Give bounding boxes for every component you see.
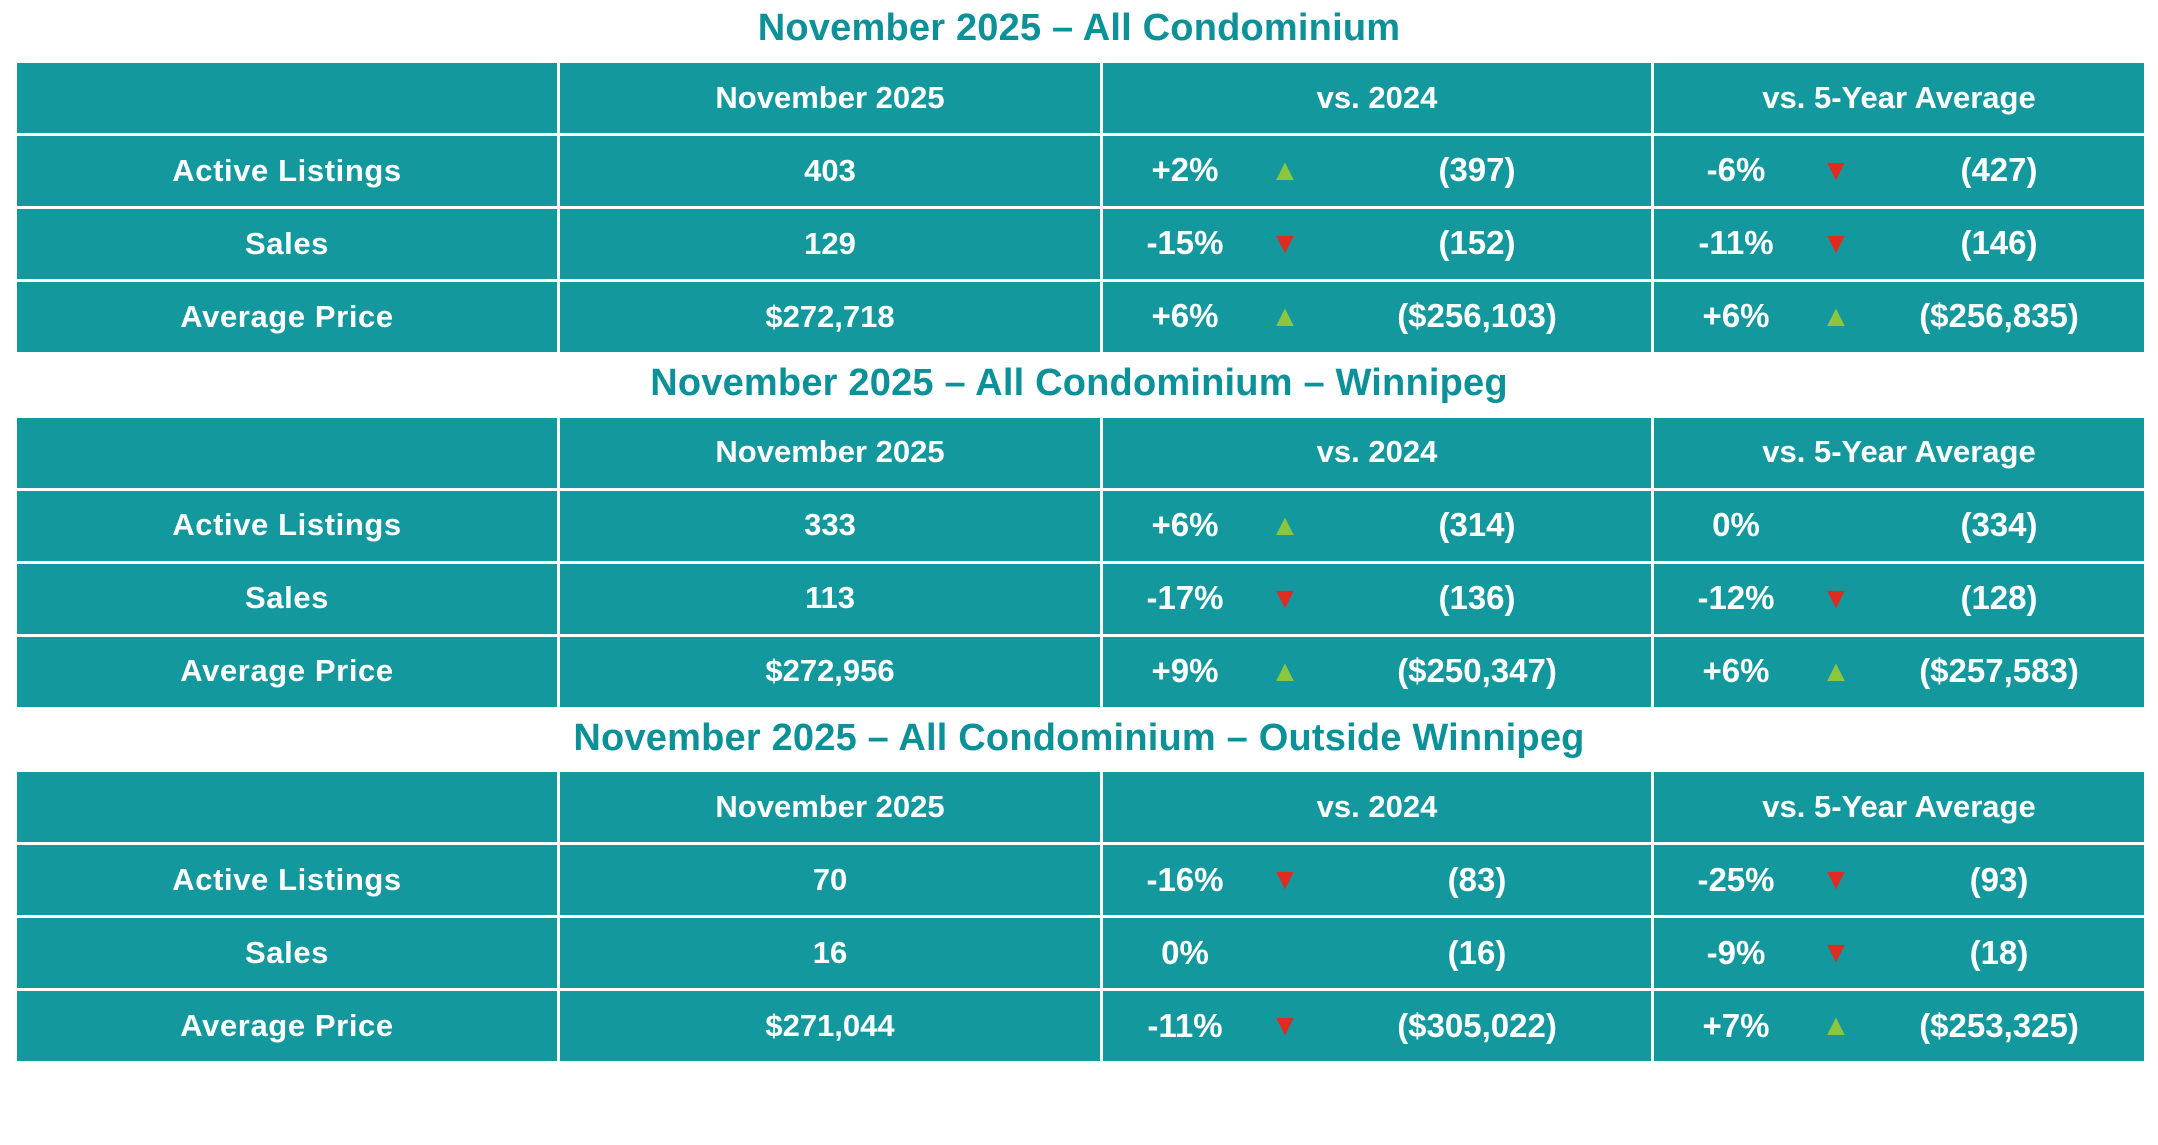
row-vs-5yr: [1654, 282, 2144, 352]
report-section: [14, 0, 2144, 355]
previous-value: (314): [1438, 506, 1516, 544]
percent-change: +7%: [1702, 1007, 1770, 1045]
row-label: Average Price: [17, 991, 557, 1061]
arrow-down-icon: ▼: [1821, 153, 1851, 187]
previous-value: (18): [1969, 934, 2029, 972]
row-vs-5yr: [1654, 564, 2144, 634]
row-label: Active Listings: [17, 845, 557, 915]
percent-change: -6%: [1706, 151, 1766, 189]
percent-change: -11%: [1698, 224, 1774, 262]
row-vs-2024: [1103, 564, 1651, 634]
row-current-value: 403: [560, 136, 1100, 206]
table-header-row: [17, 418, 2144, 488]
percent-change: +6%: [1702, 652, 1770, 690]
arrow-up-icon: ▲: [1821, 1009, 1851, 1043]
percent-change: +6%: [1151, 506, 1219, 544]
previous-value: (334): [1960, 506, 2038, 544]
header-cell-vs-5yr: vs. 5-Year Average: [1654, 63, 2144, 133]
arrow-up-icon: ▲: [1270, 153, 1300, 187]
arrow-down-icon: ▼: [1270, 581, 1300, 615]
arrow-up-icon: ▲: [1821, 654, 1851, 688]
stats-table: [14, 415, 2147, 710]
row-vs-5yr: [1654, 845, 2144, 915]
row-label: Sales: [17, 209, 557, 279]
table-row: [17, 918, 2144, 988]
header-cell-current: November 2025: [560, 63, 1100, 133]
percent-change: -25%: [1697, 861, 1775, 899]
previous-value: (397): [1438, 151, 1516, 189]
row-vs-5yr: [1654, 637, 2144, 707]
row-vs-5yr: [1654, 209, 2144, 279]
row-label: Average Price: [17, 282, 557, 352]
previous-value: ($250,347): [1397, 652, 1557, 690]
arrow-down-icon: ▼: [1821, 226, 1851, 260]
previous-value: ($256,103): [1397, 297, 1557, 335]
previous-value: (16): [1447, 934, 1507, 972]
arrow-up-icon: ▲: [1270, 508, 1300, 542]
row-vs-5yr: [1654, 918, 2144, 988]
row-label: Sales: [17, 918, 557, 988]
percent-change: -11%: [1147, 1007, 1223, 1045]
previous-value: (83): [1447, 861, 1507, 899]
row-vs-2024: [1103, 918, 1651, 988]
row-vs-2024: [1103, 991, 1651, 1061]
percent-change: -12%: [1697, 579, 1775, 617]
header-cell-vs-2024: vs. 2024: [1103, 772, 1651, 842]
header-cell-current: November 2025: [560, 418, 1100, 488]
section-title: November 2025 – All Condominium – Winnipeg: [650, 361, 1508, 404]
stats-table: [14, 60, 2147, 355]
row-vs-5yr: [1654, 491, 2144, 561]
arrow-down-icon: ▼: [1270, 863, 1300, 897]
arrow-up-icon: ▲: [1270, 654, 1300, 688]
row-current-value: 333: [560, 491, 1100, 561]
table-row: [17, 491, 2144, 561]
table-row: [17, 845, 2144, 915]
row-vs-2024: [1103, 637, 1651, 707]
row-current-value: 16: [560, 918, 1100, 988]
header-cell-blank: [17, 418, 557, 488]
previous-value: (427): [1960, 151, 2038, 189]
header-cell-vs-5yr: vs. 5-Year Average: [1654, 418, 2144, 488]
row-vs-2024: [1103, 845, 1651, 915]
arrow-none-icon: [1249, 938, 1321, 968]
previous-value: (146): [1960, 224, 2038, 262]
header-cell-vs-2024: vs. 2024: [1103, 418, 1651, 488]
previous-value: (152): [1438, 224, 1516, 262]
table-header-row: [17, 772, 2144, 842]
arrow-down-icon: ▼: [1270, 1009, 1300, 1043]
row-vs-2024: [1103, 136, 1651, 206]
arrow-up-icon: ▲: [1270, 299, 1300, 333]
section-title: November 2025 – All Condominium: [757, 7, 1401, 49]
percent-change: +6%: [1702, 297, 1770, 335]
row-label: Active Listings: [17, 136, 557, 206]
header-cell-current: November 2025: [560, 772, 1100, 842]
percent-change: +9%: [1151, 652, 1219, 690]
previous-value: ($257,583): [1919, 652, 2079, 690]
previous-value: ($256,835): [1919, 297, 2079, 335]
percent-change: -16%: [1146, 861, 1224, 899]
row-vs-5yr: [1654, 136, 2144, 206]
arrow-down-icon: ▼: [1821, 863, 1851, 897]
row-current-value: $272,956: [560, 637, 1100, 707]
percent-change: 0%: [1161, 934, 1209, 972]
row-label: Average Price: [17, 637, 557, 707]
table-row: [17, 991, 2144, 1061]
row-current-value: $272,718: [560, 282, 1100, 352]
table-row: [17, 564, 2144, 634]
row-vs-2024: [1103, 282, 1651, 352]
arrow-down-icon: ▼: [1821, 936, 1851, 970]
report-section: [14, 710, 2144, 1065]
percent-change: -9%: [1706, 934, 1766, 972]
previous-value: (136): [1438, 579, 1516, 617]
table-header-row: [17, 63, 2144, 133]
arrow-down-icon: ▼: [1821, 581, 1851, 615]
row-current-value: 113: [560, 564, 1100, 634]
table-row: [17, 136, 2144, 206]
row-current-value: 129: [560, 209, 1100, 279]
percent-change: +6%: [1151, 297, 1219, 335]
row-vs-2024: [1103, 491, 1651, 561]
header-cell-vs-5yr: vs. 5-Year Average: [1654, 772, 2144, 842]
table-row: [17, 637, 2144, 707]
percent-change: -15%: [1146, 224, 1224, 262]
arrow-none-icon: [1800, 511, 1872, 541]
table-row: [17, 282, 2144, 352]
arrow-up-icon: ▲: [1821, 299, 1851, 333]
previous-value: (93): [1969, 861, 2029, 899]
row-vs-2024: [1103, 209, 1651, 279]
table-row: [17, 209, 2144, 279]
percent-change: 0%: [1712, 506, 1760, 544]
row-label: Active Listings: [17, 491, 557, 561]
row-label: Sales: [17, 564, 557, 634]
percent-change: +2%: [1151, 151, 1219, 189]
header-cell-blank: [17, 772, 557, 842]
previous-value: ($305,022): [1397, 1007, 1557, 1045]
section-title: November 2025 – All Condominium – Outside Winnipeg: [573, 716, 1585, 759]
header-cell-vs-2024: vs. 2024: [1103, 63, 1651, 133]
row-current-value: 70: [560, 845, 1100, 915]
report-section: [14, 355, 2144, 710]
header-cell-blank: [17, 63, 557, 133]
previous-value: (128): [1960, 579, 2038, 617]
stats-table: [14, 769, 2147, 1064]
arrow-down-icon: ▼: [1270, 226, 1300, 260]
percent-change: -17%: [1146, 579, 1224, 617]
row-current-value: $271,044: [560, 991, 1100, 1061]
row-vs-5yr: [1654, 991, 2144, 1061]
previous-value: ($253,325): [1919, 1007, 2079, 1045]
